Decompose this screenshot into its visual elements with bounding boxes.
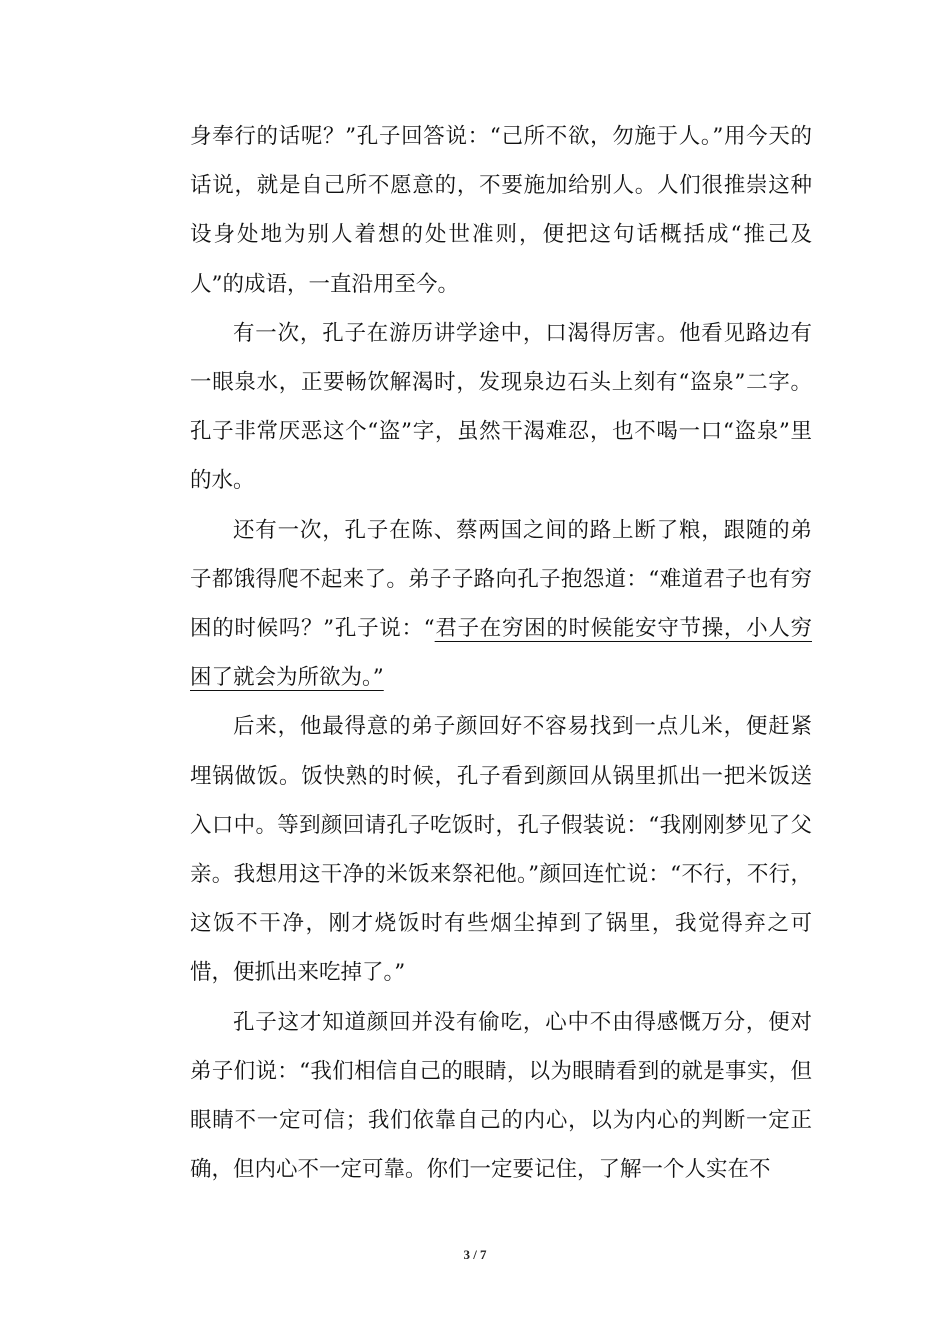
paragraph-3 [190,506,812,703]
paragraph-1-text: 身奉行的话呢？”孔子回答说：“己所不欲，勿施于人。”用今天的话说，就是自己所不愿意的，不要施加给别人。人们很推崇这种设身处地为别人着想的处世准则，便把这句话概括成“推己及人”的成语，一直沿用至今。 [190,124,812,297]
paragraph-4-text: 后来，他最得意的弟子颜回好不容易找到一点儿米，便赶紧埋锅做饭。饭快熟的时候，孔子看到颜回从锅里抓出一把米饭送入口中。等到颜回请孔子吃饭时，孔子假装说：“我刚刚梦见了父亲。我想用这干净的米饭来祭祀他。”颜回连忙说：“不行，不行，这饭不干净，刚才烧饭时有些烟尘掉到了锅里，我觉得弃之可惜，便抓出来吃掉了。” [190,714,812,986]
paragraph-2-text: 有一次，孔子在游历讲学途中，口渴得厉害。他看见路边有一眼泉水，正要畅饮解渴时，发现泉边石头上刻有“盗泉”二字。孔子非常厌恶这个“盗”字，虽然干渴难忍，也不喝一口“盗泉”里的水。 [190,320,812,494]
paragraph-5-text: 孔子这才知道颜回并没有偷吃，心中不由得感慨万分，便对弟子们说：“我们相信自己的眼睛，以为眼睛看到的就是事实，但眼睛不一定可信；我们依靠自己的内心，以为内心的判断一定正确，但内心不一定可靠。你们一定要记住，了解一个人实在不 [190,1009,812,1183]
body-text [190,112,812,1194]
paragraph-1 [190,112,812,309]
paragraph-3-text: 还有一次，孔子在陈、蔡两国之间的路上断了粮，跟随的弟子都饿得爬不起来了。弟子子路向孔子抱怨道：“难道君子也有穷困的时候吗？”孔子说：“ [190,517,812,642]
paragraph-5 [190,998,812,1195]
paragraph-4 [190,702,812,997]
page-number: 3 / 7 [463,1247,487,1262]
underlined-quote: 君子在穷困的时候能安守节操，小人穷困了就会为所欲为。” [190,616,812,691]
paragraph-2 [190,309,812,506]
